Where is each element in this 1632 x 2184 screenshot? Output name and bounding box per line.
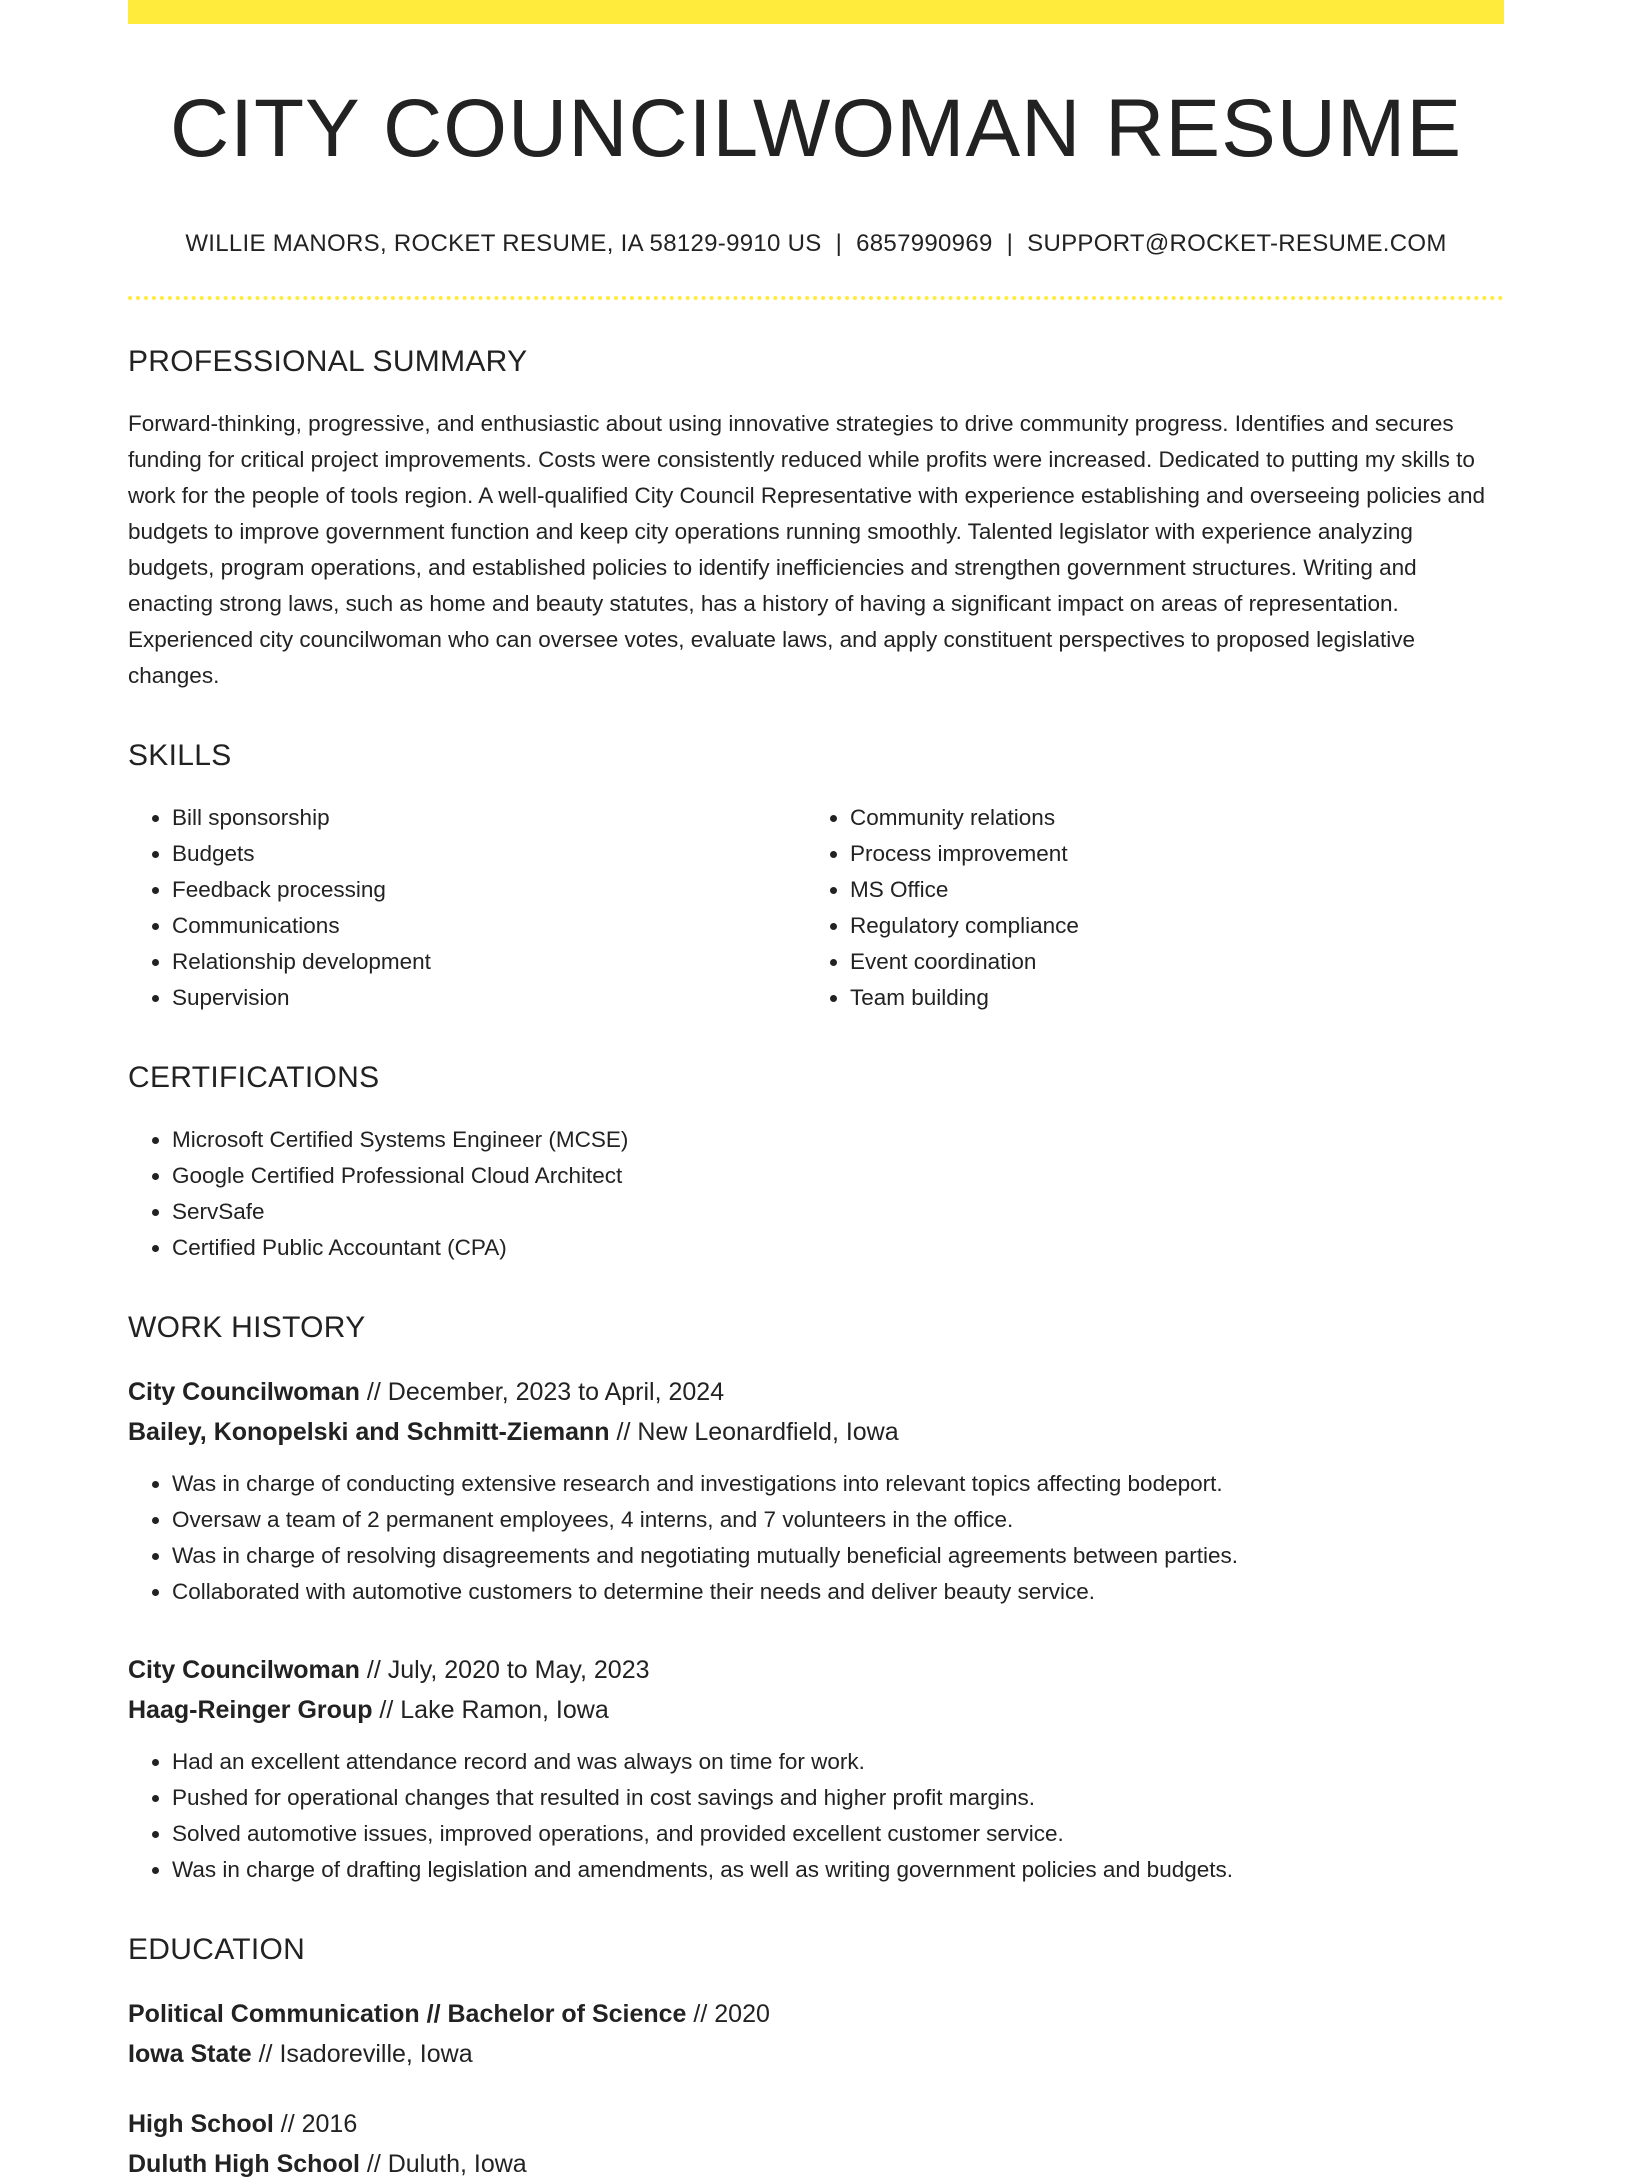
education-year: 2016 [301, 2110, 358, 2139]
skill-item: • Process improvement [850, 836, 1484, 872]
education-school-line [128, 2144, 1504, 2184]
skill-item: • Bill sponsorship [172, 800, 806, 836]
skill-item: • Team building [850, 980, 1484, 1016]
education-location: Duluth, Iowa [387, 2150, 527, 2179]
job-bullets [128, 1744, 1504, 1888]
education-degree: High School [128, 2110, 274, 2139]
job-bullet: • Was in charge of drafting legislation and amendments, as well as writing government policies and budgets. [172, 1852, 1504, 1888]
job-bullet: • Oversaw a team of 2 permanent employees, 4 interns, and 7 volunteers in the office. [172, 1502, 1504, 1538]
education-degree-line [128, 2104, 1504, 2144]
education-entry [128, 1994, 1504, 2074]
education-entry [128, 2104, 1504, 2184]
job-location: Lake Ramon, Iowa [400, 1696, 609, 1725]
section-heading-summary: PROFESSIONAL SUMMARY [128, 345, 528, 379]
job-bullets [128, 1466, 1504, 1610]
skills-columns [128, 800, 1504, 1016]
work-history-section [128, 1310, 1504, 1888]
dotted-divider [128, 296, 1504, 300]
skill-item: • Relationship development [172, 944, 806, 980]
section-heading-certifications: CERTIFICATIONS [128, 1061, 380, 1095]
contact-phone: 6857990969 [856, 230, 993, 258]
education-section [128, 1932, 1504, 2184]
job-entry [128, 1650, 1504, 1888]
resume-title: CITY COUNCILWOMAN RESUME [169, 83, 1463, 174]
skills-column-left [128, 800, 806, 1016]
skill-item: • Communications [172, 908, 806, 944]
skills-list-left [128, 800, 806, 1016]
education-separator: // [273, 2110, 302, 2139]
education-degree: Political Communication // Bachelor of Science [128, 2000, 687, 2029]
job-bullet: • Had an excellent attendance record and was always on time for work. [172, 1744, 1504, 1780]
job-bullet: • Was in charge of conducting extensive research and investigations into relevant topics affecting bodeport. [172, 1466, 1504, 1502]
skills-column-right [806, 800, 1484, 1016]
skill-item: • Event coordination [850, 944, 1484, 980]
section-heading-education: EDUCATION [128, 1933, 306, 1967]
job-title-line [128, 1372, 1504, 1412]
contact-separator: | [1006, 230, 1014, 258]
job-entry [128, 1372, 1504, 1610]
certification-item: • Microsoft Certified Systems Engineer (MCSE) [172, 1122, 1504, 1158]
certification-item: • Google Certified Professional Cloud Architect [172, 1158, 1504, 1194]
job-title-line [128, 1650, 1504, 1690]
job-company: Bailey, Konopelski and Schmitt-Ziemann [128, 1418, 610, 1447]
education-year: 2020 [714, 2000, 770, 2029]
job-title: City Councilwoman [128, 1378, 360, 1407]
job-company-line [128, 1412, 1504, 1452]
certification-item: • ServSafe [172, 1194, 1504, 1230]
professional-summary-section [128, 344, 1504, 694]
skills-section [128, 738, 1504, 1016]
education-school: Iowa State [128, 2040, 252, 2069]
job-dates: December, 2023 to April, 2024 [387, 1378, 725, 1407]
skill-item: • Regulatory compliance [850, 908, 1484, 944]
skill-item: • MS Office [850, 872, 1484, 908]
education-location: Isadoreville, Iowa [279, 2040, 473, 2069]
certification-item: • Certified Public Accountant (CPA) [172, 1230, 1504, 1266]
job-title: City Councilwoman [128, 1656, 360, 1685]
job-separator: // [359, 1378, 388, 1407]
section-heading-work-history: WORK HISTORY [128, 1311, 366, 1345]
job-location: New Leonardfield, Iowa [637, 1418, 899, 1447]
resume-page [128, 0, 1504, 2184]
certifications-section [128, 1060, 1504, 1266]
job-separator: // [372, 1696, 401, 1725]
job-bullet: • Pushed for operational changes that resulted in cost savings and higher profit margins. [172, 1780, 1504, 1816]
education-school-line [128, 2034, 1504, 2074]
job-bullet: • Was in charge of resolving disagreements and negotiating mutually beneficial agreements between parties. [172, 1538, 1504, 1574]
job-separator: // [609, 1418, 638, 1447]
contact-separator: | [835, 230, 843, 258]
job-bullet: • Collaborated with automotive customers to determine their needs and deliver beauty service. [172, 1574, 1504, 1610]
job-company: Haag-Reinger Group [128, 1696, 373, 1725]
education-separator: // [251, 2040, 280, 2069]
skill-item: • Feedback processing [172, 872, 806, 908]
education-separator: // [686, 2000, 715, 2029]
skill-item: • Budgets [172, 836, 806, 872]
job-company-line [128, 1690, 1504, 1730]
job-separator: // [359, 1656, 388, 1685]
education-separator: // [359, 2150, 388, 2179]
job-dates: July, 2020 to May, 2023 [387, 1656, 650, 1685]
summary-text: Forward-thinking, progressive, and enthusiastic about using innovative strategies to drive community progress. Identifies and secures funding for critical project improvements. Costs were consistently reduced while profits were increased. Dedicated to putting my skills to work for the people of tools region. A well-qualified City Council Representative with experience establishing and overseeing policies and budgets to improve government function and keep city operations running smoothly. Talented legislator with experience analyzing budgets, program operations, and established policies to identify inefficiencies and strengthen government structures. Writing and enacting strong laws, such as home and beauty statutes, has a history of having a significant impact on areas of representation. Experienced city councilwoman who can oversee votes, evaluate laws, and apply constituent perspectives to proposed legislative changes. [128, 411, 1486, 689]
skills-list-right [806, 800, 1484, 1016]
education-degree-line [128, 1994, 1504, 2034]
job-bullet: • Solved automotive issues, improved operations, and provided excellent customer service. [172, 1816, 1504, 1852]
contact-line [128, 230, 1504, 258]
top-accent-bar [128, 0, 1504, 24]
skill-item: • Community relations [850, 800, 1484, 836]
contact-email: SUPPORT@ROCKET-RESUME.COM [1027, 230, 1447, 258]
education-school: Duluth High School [128, 2150, 360, 2179]
certifications-list [128, 1122, 1504, 1266]
skill-item: • Supervision [172, 980, 806, 1016]
section-heading-skills: SKILLS [128, 739, 232, 773]
contact-address: WILLIE MANORS, ROCKET RESUME, IA 58129-9910 US [185, 230, 822, 258]
